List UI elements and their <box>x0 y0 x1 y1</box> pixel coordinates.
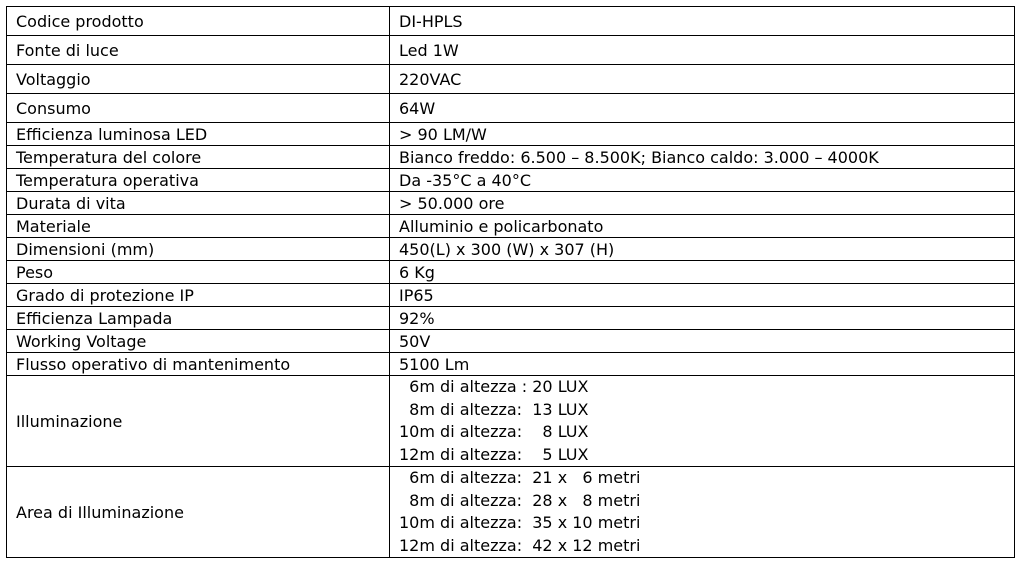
row-label: Codice prodotto <box>7 7 390 36</box>
row-label: Fonte di luce <box>7 36 390 65</box>
illuminazione-line: 12m di altezza: 5 LUX <box>399 444 589 464</box>
table-row <box>7 284 1015 307</box>
table-row <box>7 36 1015 65</box>
row-value: 450(L) x 300 (W) x 307 (H) <box>390 238 1015 261</box>
row-label: Dimensioni (mm) <box>7 238 390 261</box>
illuminazione-line: 10m di altezza: 8 LUX <box>399 422 589 441</box>
table-row <box>7 7 1015 36</box>
row-value: 92% <box>390 307 1015 330</box>
table-row <box>7 123 1015 146</box>
area-line: 10m di altezza: 35 x 10 metri <box>399 513 641 532</box>
row-label: Temperatura operativa <box>7 169 390 192</box>
table-row <box>7 307 1015 330</box>
table-row <box>7 65 1015 94</box>
row-label: Efficienza luminosa LED <box>7 123 390 146</box>
row-label: Materiale <box>7 215 390 238</box>
row-value-multiline <box>390 376 1015 467</box>
row-value: Da -35°C a 40°C <box>390 169 1015 192</box>
row-label: Grado di protezione IP <box>7 284 390 307</box>
row-value: Alluminio e policarbonato <box>390 215 1015 238</box>
area-line: 12m di altezza: 42 x 12 metri <box>399 535 641 555</box>
row-label: Illuminazione <box>7 376 390 467</box>
row-label: Consumo <box>7 94 390 123</box>
area-line: 8m di altezza: 28 x 8 metri <box>399 490 641 510</box>
row-label: Voltaggio <box>7 65 390 94</box>
table-row <box>7 353 1015 376</box>
table-row <box>7 215 1015 238</box>
row-value-multiline <box>390 467 1015 558</box>
row-value: 220VAC <box>390 65 1015 94</box>
row-value: 64W <box>390 94 1015 123</box>
table-row <box>7 192 1015 215</box>
row-value: IP65 <box>390 284 1015 307</box>
row-value: Bianco freddo: 6.500 – 8.500K; Bianco caldo: 3.000 – 4000K <box>390 146 1015 169</box>
area-line: 6m di altezza: 21 x 6 metri <box>399 468 641 487</box>
table-row <box>7 146 1015 169</box>
spec-table <box>6 6 1015 558</box>
row-value: DI-HPLS <box>390 7 1015 36</box>
row-label: Flusso operativo di mantenimento <box>7 353 390 376</box>
table-row <box>7 330 1015 353</box>
row-value: Led 1W <box>390 36 1015 65</box>
row-label: Area di Illuminazione <box>7 467 390 558</box>
row-label: Efficienza Lampada <box>7 307 390 330</box>
illuminazione-line: 8m di altezza: 13 LUX <box>399 399 589 419</box>
row-value: 5100 Lm <box>390 353 1015 376</box>
table-row <box>7 169 1015 192</box>
table-row <box>7 94 1015 123</box>
row-value: 50V <box>390 330 1015 353</box>
illuminazione-line: 6m di altezza : 20 LUX <box>399 377 589 396</box>
table-row <box>7 238 1015 261</box>
row-value: > 90 LM/W <box>390 123 1015 146</box>
row-label: Working Voltage <box>7 330 390 353</box>
table-row-area <box>7 467 1015 558</box>
table-row-illuminazione <box>7 376 1015 467</box>
row-label: Peso <box>7 261 390 284</box>
table-row <box>7 261 1015 284</box>
row-label: Temperatura del colore <box>7 146 390 169</box>
row-value: 6 Kg <box>390 261 1015 284</box>
row-value: > 50.000 ore <box>390 192 1015 215</box>
row-label: Durata di vita <box>7 192 390 215</box>
